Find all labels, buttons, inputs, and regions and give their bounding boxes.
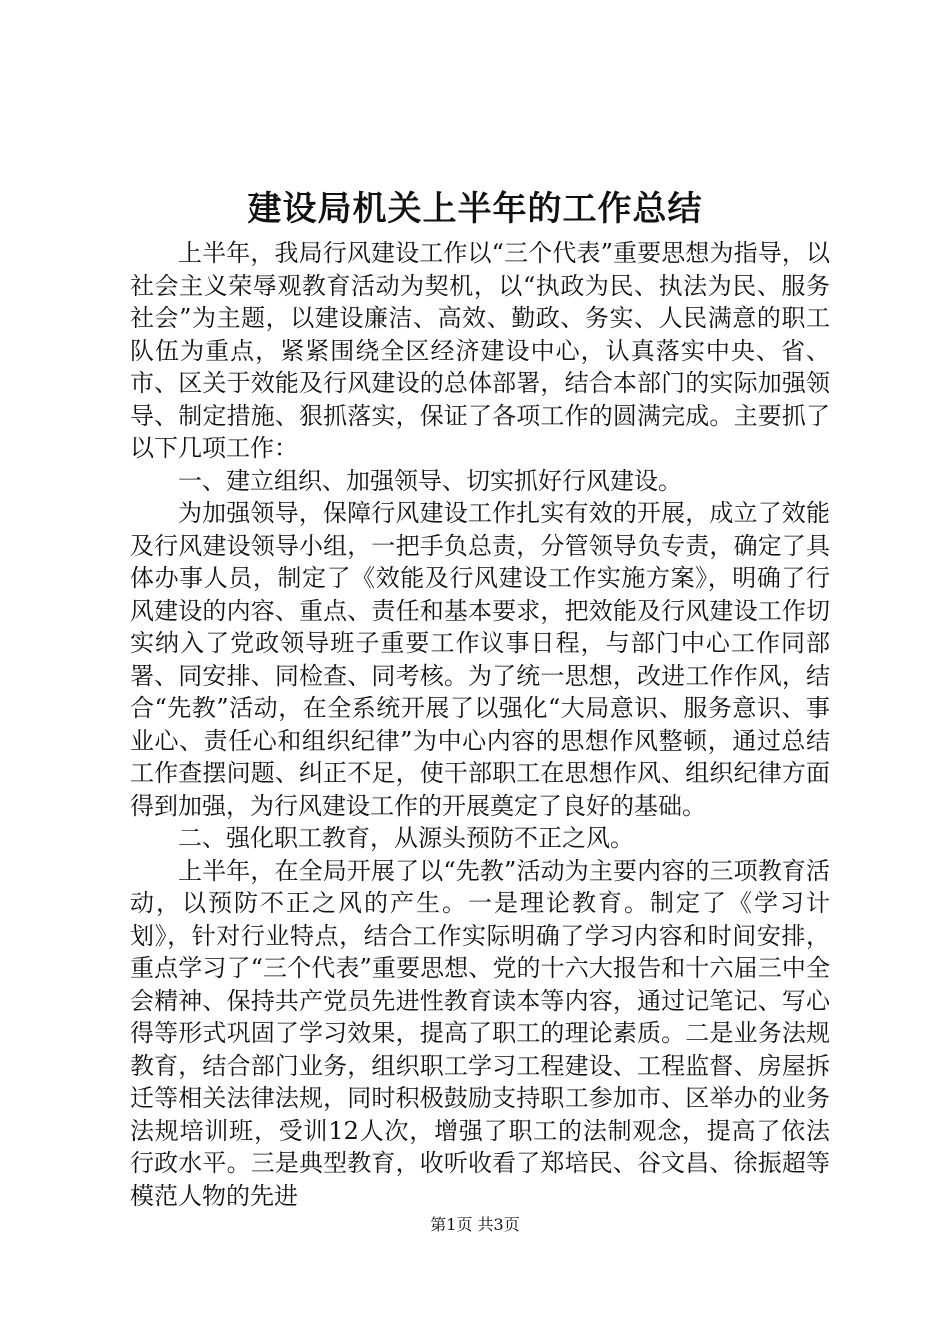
- section-heading-2: 二、强化职工教育，从源头预防不正之风。: [178, 824, 634, 852]
- page-footer: [0, 1215, 950, 1235]
- page-title: 建设局机关上半年的工作总结: [247, 189, 703, 229]
- page-indicator: 第1页 共3页: [430, 1215, 520, 1234]
- paragraph-section-2: 上半年，在全局开展了以“先教”活动为主要内容的三项教育活动，以预防不正之风的产生。一是理论教育。制定了《学习计划》，针对行业特点，结合工作实际明确了学习内容和时间安排，重点学习了“三个代表”重要思想、党的十六大报告和十六届三中全会精神、保持共产党员先进性教育读本等内容，通过记笔记、写心得等形式巩固了学习效果，提高了职工的理论素质。二是业务法规教育，结合部门业务，组织职工学习工程建设、工程监督、房屋拆迁等相关法律法规，同时积极鼓励支持职工参加市、区举办的业务法规培训班，受训12人次，增强了职工的法制观念，提高了依法行政水平。三是典型教育，收听收看了郑培民、谷文昌、徐振超等模范人物的先进: [130, 856, 830, 1210]
- paragraph-section-1: 为加强领导，保障行风建设工作扎实有效的开展，成立了效能及行风建设领导小组，一把手负总责，分管领导负专责，确定了具体办事人员，制定了《效能及行风建设工作实施方案》，明确了行风建设的内容、重点、责任和基本要求，把效能及行风建设工作切实纳入了党政领导班子重要工作议事日程，与部门中心工作同部署、同安排、同检查、同考核。为了统一思想，改进工作作风，结合“先教”活动，在全系统开展了以强化“大局意识、服务意识、事业心、责任心和组织纪律”为中心内容的思想作风整顿，通过总结工作查摆问题、纠正不足，使干部职工在思想作风、组织纪律方面得到加强，为行风建设工作的开展奠定了良好的基础。: [130, 499, 830, 820]
- document-body: [130, 237, 830, 1212]
- section-heading-1: 一、建立组织、加强领导、切实抓好行风建设。: [178, 466, 682, 495]
- paragraph-intro: 上半年，我局行风建设工作以“三个代表”重要思想为指导，以社会主义荣辱观教育活动为契机，以“执政为民、执法为民、服务社会”为主题，以建设廉洁、高效、勤政、务实、人民满意的职工队伍为重点，紧紧围绕全区经济建设中心，认真落实中央、省、市、区关于效能及行风建设的总体部署，结合本部门的实际加强领导、制定措施、狠抓落实，保证了各项工作的圆满完成。主要抓了以下几项工作：: [130, 239, 830, 462]
